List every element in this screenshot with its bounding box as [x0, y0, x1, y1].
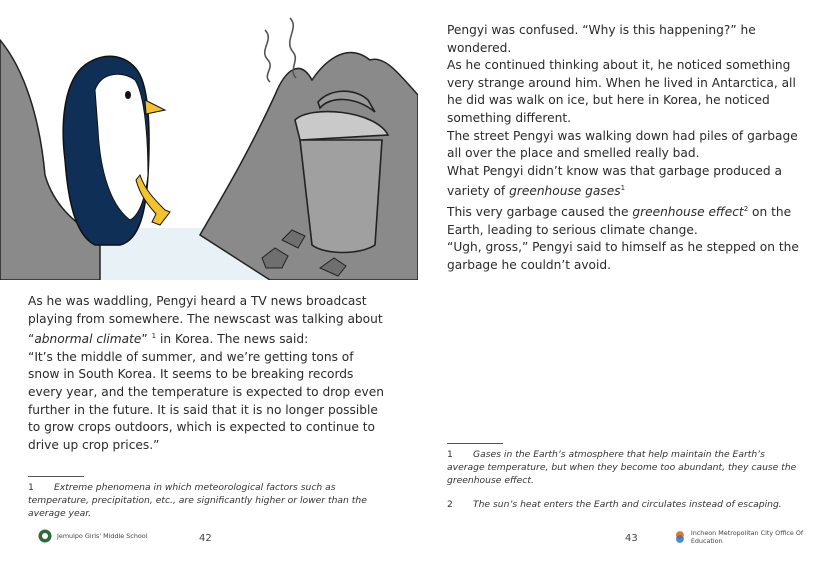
- school-emblem-icon: [38, 529, 52, 543]
- school-name: Jemulpo Girls' Middle School: [57, 532, 148, 540]
- footnote: [447, 498, 797, 511]
- penguin-garbage-illustration: [0, 0, 418, 280]
- news-quote: “It’s the middle of summer, and we’re getting tons of snow in South Korea. It seems to be breaking records every year, and the temperature is expected to drop even further in the future. It is said that it is no longer possible to grow crops outdoors, which is expected to continue to drive up crop prices.”: [28, 349, 384, 452]
- footnote: [447, 448, 797, 487]
- office-logo: [674, 529, 835, 545]
- right-page: [418, 0, 835, 568]
- footnote-number: 2: [447, 499, 453, 510]
- paragraph-text: in Korea. The news said:: [156, 332, 309, 347]
- garbage-can: [300, 140, 382, 253]
- footnote-text: Extreme phenomena in which meteorological factors such as temperature, precipitation, etc., are significantly higher or lower than the average year.: [28, 482, 367, 519]
- paragraph-text: Pengyi was confused. “Why is this happening?” he wondered.: [447, 23, 756, 55]
- paragraph-text: As he continued thinking about it, he noticed something very strange around him. When he lived in Antarctica, all he did was walk on ice, but here in Korea, he noticed something different.: [447, 58, 796, 125]
- footnote-ref: 2: [743, 205, 749, 213]
- footnote-number: 1: [28, 482, 34, 493]
- paragraph-span: What Pengyi didn’t know was that garbage produced a variety of: [447, 163, 782, 199]
- page-number: 43: [625, 533, 638, 544]
- left-body-text: [28, 293, 388, 454]
- paragraph-text: “Ugh, gross,” Pengyi said to himself as he stepped on the garbage he couldn’t avoid.: [447, 240, 799, 272]
- stink-line: [265, 30, 270, 82]
- footnote-rule: [447, 443, 503, 444]
- footnote-text: The sun’s heat enters the Earth and circulates instead of escaping.: [473, 499, 782, 510]
- footnote-ref: 1: [151, 332, 157, 341]
- footnote-text: Gases in the Earth’s atmosphere that help maintain the Earth’s average temperature, but when they become too abundant, they cause the greenhouse effect.: [447, 449, 797, 486]
- office-emblem-icon: [674, 530, 686, 544]
- footnote-rule: [28, 476, 84, 477]
- footnote-number: 1: [447, 449, 453, 460]
- footnote: [28, 481, 390, 520]
- term-text: abnormal climate: [34, 332, 142, 347]
- greenhouse-effect-term: greenhouse effect: [632, 205, 744, 220]
- left-paragraph: [28, 293, 388, 349]
- paragraph-text: The street Pengyi was walking down had piles of garbage all over the place and smelled really bad.: [447, 128, 798, 161]
- paragraph-text: [447, 163, 812, 201]
- paragraph-text: As he was waddling, Pengyi heard a TV news broadcast playing from somewhere. The newscast was talking about: [28, 294, 383, 326]
- penguin-beak: [145, 100, 165, 114]
- right-body-text: [447, 22, 812, 274]
- penguin-eye: [125, 91, 131, 99]
- school-logo: [38, 529, 147, 543]
- illustration-svg: [0, 0, 418, 280]
- greenhouse-gases-term: greenhouse gases: [509, 184, 621, 199]
- abnormal-climate-term: “abnormal climate” $^1$: [28, 332, 157, 347]
- office-name: Incheon Metropolitan City Office Of Education: [690, 529, 804, 545]
- paragraph-span: on the Earth, leading to serious climate change.: [447, 205, 792, 237]
- paragraph-span: This very garbage caused the: [447, 205, 629, 220]
- paragraph-text: [447, 201, 812, 239]
- page-number: 42: [199, 533, 212, 544]
- footnote-ref: 1: [620, 184, 626, 193]
